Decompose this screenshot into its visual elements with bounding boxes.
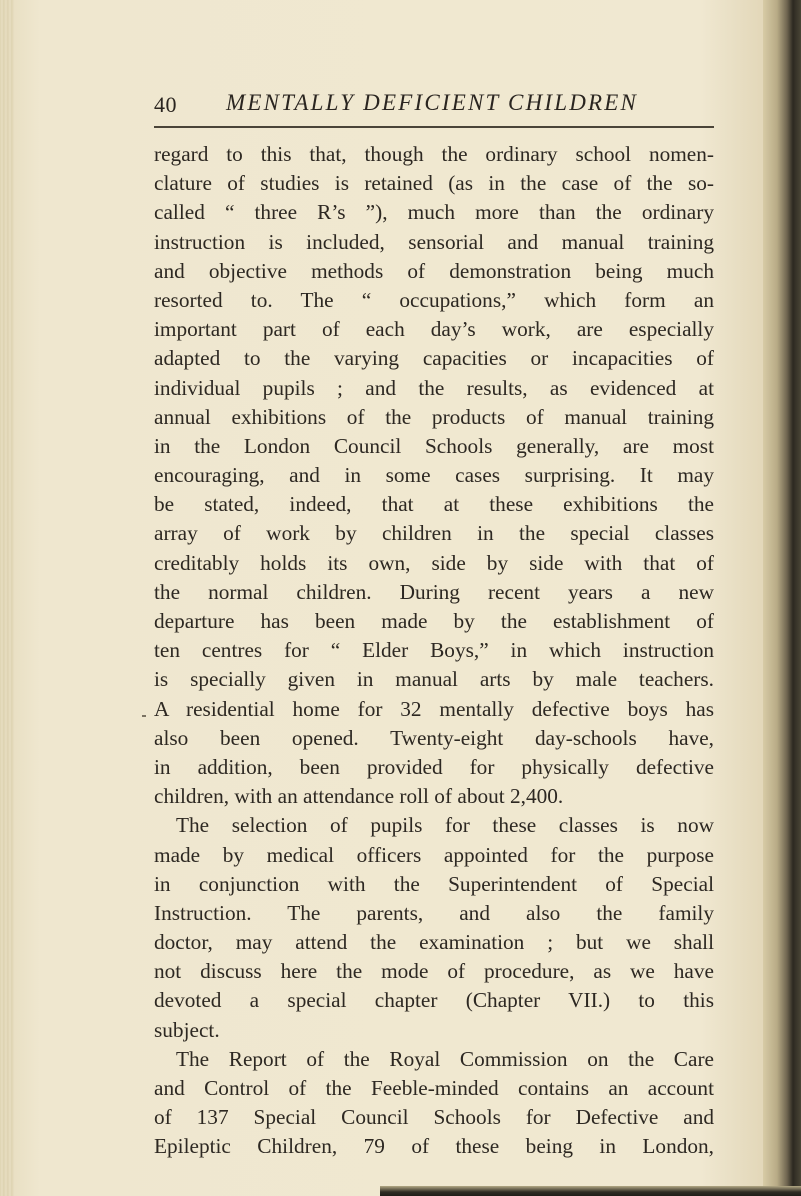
book-spine-edge	[763, 0, 801, 1196]
text-line: the normal children. During recent years a new	[154, 579, 714, 604]
text-line: regard to this that, though the ordinary school nomen-	[154, 142, 714, 166]
text-line: Epileptic Children, 79 of these being in London,	[154, 1134, 714, 1159]
text-line: resorted to. The “ occupations,” which form an	[154, 287, 714, 312]
text-line: children, with an attendance roll of about 2,400.	[154, 784, 564, 809]
text-line: in addition, been provided for physically defective	[154, 754, 714, 779]
text-line: ten centres for “ Elder Boys,” in which instruction	[154, 638, 714, 663]
text-line: clature of studies is retained (as in the case of the so-	[154, 171, 714, 196]
text-line: and objective methods of demonstration being much	[154, 258, 714, 283]
text-line: in conjunction with the Superintendent of Special	[154, 871, 714, 896]
text-line: be stated, indeed, that at these exhibitions the	[154, 492, 714, 517]
text-line: departure has been made by the establishment of	[154, 609, 714, 633]
text-line: made by medical officers appointed for the purpose	[154, 842, 714, 867]
text-line: important part of each day’s work, are especially	[154, 317, 714, 342]
text-line: array of work by children in the special classes	[154, 521, 714, 546]
text-line: is specially given in manual arts by male teachers.	[154, 667, 714, 692]
text-line: of 137 Special Council Schools for Defective and	[154, 1105, 714, 1130]
text-line: called “ three R’s ”), much more than the ordinary	[154, 200, 714, 225]
text-line: encouraging, and in some cases surprising. It may	[154, 463, 714, 488]
paragraph-start-line: The selection of pupils for these classes is now	[176, 813, 714, 838]
text-line: individual pupils ; and the results, as evidenced at	[154, 375, 714, 400]
text-line: creditably holds its own, side by side with that of	[154, 550, 714, 575]
page-number: 40	[154, 92, 177, 117]
text-line: also been opened. Twenty-eight day-schools have,	[154, 725, 714, 750]
page-bottom-shadow	[380, 1186, 801, 1196]
page-header	[154, 88, 714, 126]
paragraph-start-line: The Report of the Royal Commission on the Care	[176, 1046, 714, 1071]
page-left-edge	[0, 0, 14, 1196]
text-line: doctor, may attend the examination ; but we shall	[154, 930, 714, 955]
text-line: not discuss here the mode of procedure, as we have	[154, 959, 714, 984]
text-line: devoted a special chapter (Chapter VII.) to this	[154, 988, 714, 1013]
text-line: A residential home for 32 mentally defective boys has	[154, 696, 714, 721]
margin-mark	[142, 715, 146, 717]
text-line: adapted to the varying capacities or incapacities of	[154, 346, 714, 371]
text-line: annual exhibitions of the products of manual training	[154, 404, 714, 429]
running-title: MENTALLY DEFICIENT CHILDREN	[226, 90, 639, 115]
text-line: in the London Council Schools generally, are most	[154, 433, 714, 458]
text-line: and Control of the Feeble-minded contains an account	[154, 1076, 714, 1100]
header-rule	[154, 126, 714, 128]
text-line: instruction is included, sensorial and manual training	[154, 229, 714, 254]
text-line: Instruction. The parents, and also the family	[154, 900, 714, 925]
text-line: subject.	[154, 1017, 220, 1042]
body-text	[154, 140, 714, 1162]
